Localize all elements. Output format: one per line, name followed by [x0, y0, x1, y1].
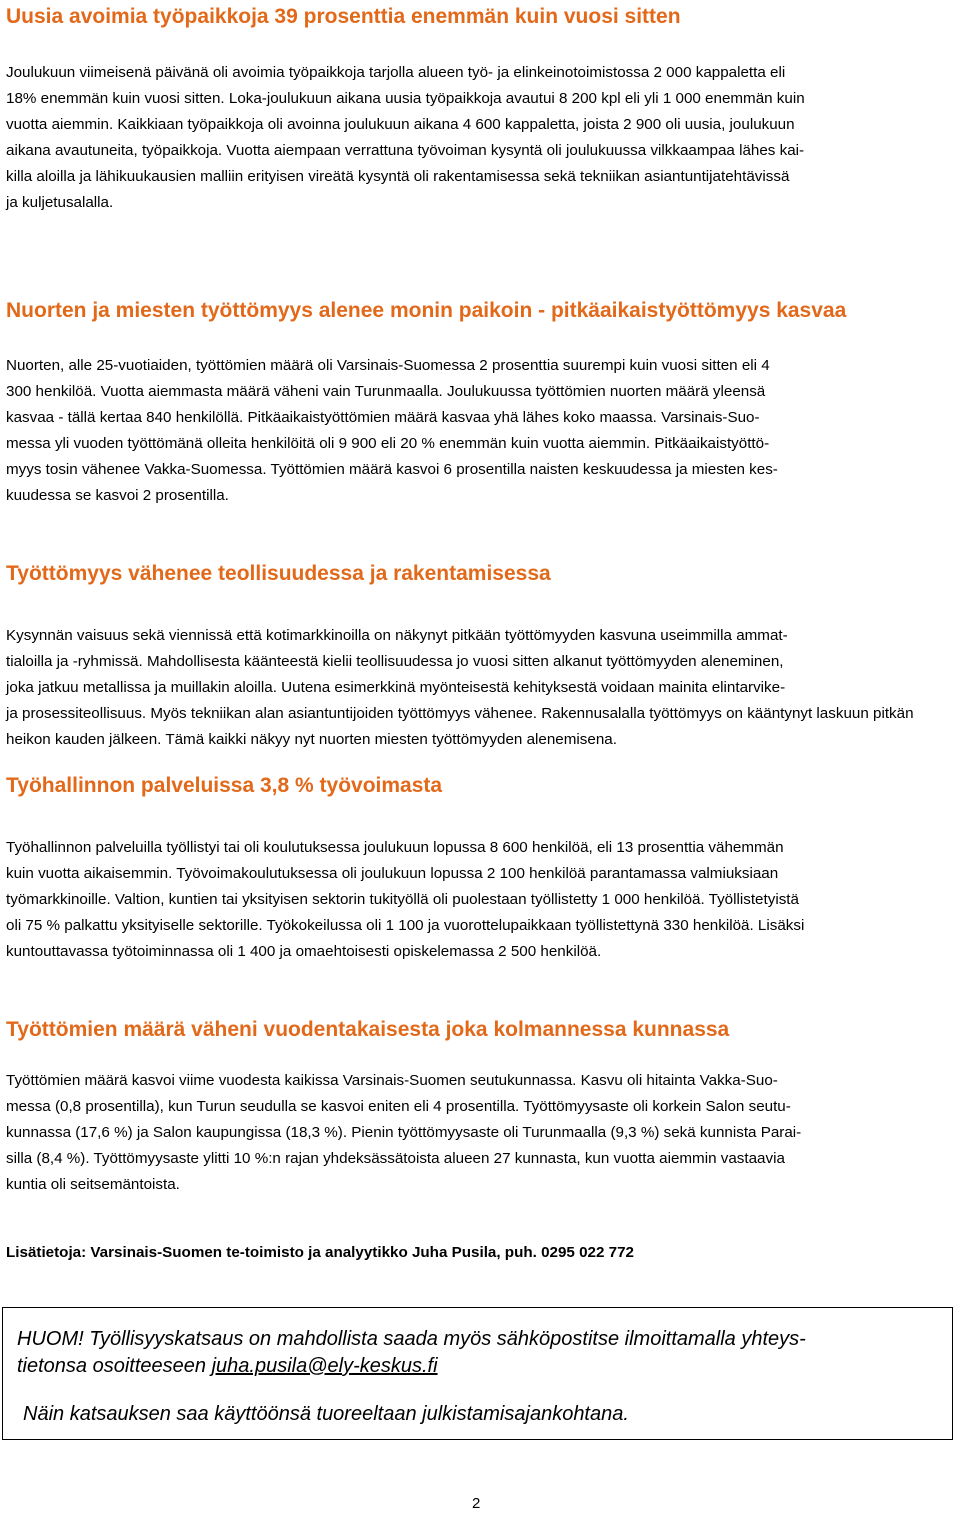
- paragraph-line: ja prosessiteollisuus. Myös tekniikan alan asiantuntijoiden työttömyys vähenee. Rakennusalalla työttömyys on kääntynyt laskuun pitkän heikon kauden jälkeen. Tämä kaikki näkyy nyt nuorten miesten työttömyyden alenemisena.: [6, 705, 914, 748]
- paragraph-line: kuntouttavassa työtoiminnassa oli 1 400 ja omaehtoisesti opiskelemassa 2 500 henkilöä.: [6, 943, 602, 960]
- paragraph-line: ja kuljetusalalla.: [6, 194, 114, 211]
- paragraph-line: Työttömien määrä kasvoi viime vuodesta kaikissa Varsinais-Suomen seutukunnassa. Kasvu oli hitainta Vakka-Suo-: [6, 1072, 778, 1089]
- section-heading-services: Työhallinnon palveluissa 3,8 % työvoimasta: [6, 774, 443, 797]
- section-paragraph-municipalities: [6, 1068, 954, 1198]
- section-paragraph-youth-unemployment: [6, 353, 954, 509]
- paragraph-line: joka jatkuu metallissa ja muillakin aloilla. Uutena esimerkkinä myönteisestä kehityksestä voidaan mainita elintarvike-: [6, 679, 786, 696]
- page-number: 2: [472, 1495, 481, 1512]
- notice-line-1: HUOM! Työllisyyskatsaus on mahdollista saada myös sähköpostitse ilmoittamalla yhteys-: [17, 1328, 806, 1350]
- paragraph-line: oli 75 % palkattu yksityiselle sektorille. Työkokeilussa oli 1 100 ja vuorottelupaikkaan työllistettynä 330 henkilöä. Lisäksi: [6, 917, 805, 934]
- section-heading-municipalities: Työttömien määrä väheni vuodentakaisesta joka kolmannessa kunnassa: [6, 1018, 730, 1041]
- paragraph-line: kunnassa (17,6 %) ja Salon kaupungissa (18,3 %). Pienin työttömyysaste oli Turunmaalla (9,3 %) sekä kunnista Parai-: [6, 1124, 802, 1141]
- paragraph-line: kuudessa se kasvoi 2 prosentilla.: [6, 487, 229, 504]
- paragraph-line: Nuorten, alle 25-vuotiaiden, työttömien määrä oli Varsinais-Suomessa 2 prosenttia suurempi kuin vuosi sitten eli 4: [6, 357, 770, 374]
- paragraph-line: kuin vuotta aikaisemmin. Työvoimakoulutuksessa oli joulukuun lopussa 2 100 henkilöä parantamassa valmiuksiaan: [6, 865, 779, 882]
- paragraph-line: kuntia oli seitsemäntoista.: [6, 1176, 180, 1193]
- paragraph-line: Kysynnän vaisuus sekä viennissä että kotimarkkinoilla on näkynyt pitkään työttömyyden kasvuna useimmilla ammat-: [6, 627, 788, 644]
- paragraph-line: työmarkkinoille. Valtion, kuntien tai yksityisen sektorin tukityöllä oli puolestaan työllistetty 1 000 henkilöä. Työllistetyistä: [6, 891, 799, 908]
- paragraph-line: myys tosin vähenee Vakka-Suomessa. Työttömien määrä kasvoi 6 prosentilla naisten keskuudessa ja miesten kes-: [6, 461, 778, 478]
- contact-info: Lisätietoja: Varsinais-Suomen te-toimisto ja analyytikko Juha Pusila, puh. 0295 022 772: [6, 1244, 634, 1261]
- paragraph-line: 18% enemmän kuin vuosi sitten. Loka-joulukuun aikana uusia työpaikkoja avautui 8 200 kpl eli yli 1 000 enemmän kuin: [6, 90, 805, 107]
- section-heading-industry: Työttömyys vähenee teollisuudessa ja rakentamisessa: [6, 562, 551, 585]
- notice-line-2-prefix: tietonsa osoitteeseen: [17, 1355, 212, 1377]
- section-heading-youth-unemployment: Nuorten ja miesten työttömyys alenee monin paikoin - pitkäaikaistyöttömyys kasvaa: [6, 299, 847, 322]
- paragraph-line: messa (0,8 prosentilla), kun Turun seudulla se kasvoi eniten eli 4 prosentilla. Työttömyysaste oli korkein Salon seutu-: [6, 1098, 791, 1115]
- paragraph-line: messa yli vuoden työttömänä olleita henkilöitä oli 9 900 eli 20 % enemmän kuin vuotta aiemmin. Pitkäaikaistyöttö-: [6, 435, 770, 452]
- paragraph-line: silla (8,4 %). Työttömyysaste ylitti 10 %:n rajan yhdeksässätoista alueen 27 kunnasta, kun vuotta aiemmin vastaavia: [6, 1150, 785, 1167]
- paragraph-line: killa aloilla ja lähikuukausien malliin erityisen vireätä kysyntä oli rakentamisessa sekä tekniikan asiantuntijatehtävissä: [6, 168, 790, 185]
- section-paragraph-new-jobs: [6, 60, 954, 216]
- paragraph-line: aikana avautuneita, työpaikkoja. Vuotta aiempaan verrattuna työvoiman kysyntä oli joulukuussa vilkkaampaa lähes kai-: [6, 142, 805, 159]
- email-link[interactable]: juha.pusila@ely-keskus.fi: [211, 1355, 438, 1377]
- paragraph-line: tialoilla ja -ryhmissä. Mahdollisesta käänteestä kielii teollisuudessa jo vuosi sitten alkanut työttömyyden aleneminen,: [6, 653, 784, 670]
- paragraph-line: kasvaa - tällä kertaa 840 henkilöllä. Pitkäaikaistyöttömien määrä kasvaa yhä lähes koko maassa. Varsinais-Suo-: [6, 409, 760, 426]
- paragraph-line: Työhallinnon palveluilla työllistyi tai oli koulutuksessa joulukuun lopussa 8 600 henkilöä, eli 13 prosenttia vähemmän: [6, 839, 784, 856]
- section-paragraph-industry: [6, 623, 954, 753]
- notice-line-3: Näin katsauksen saa käyttöönsä tuoreeltaan julkistamisajankohtana.: [23, 1403, 629, 1425]
- paragraph-line: 300 henkilöä. Vuotta aiemmasta määrä väheni vain Turunmaalla. Joulukuussa työttömien nuorten määrä yleensä: [6, 383, 766, 400]
- notice-box: [2, 1307, 953, 1440]
- section-heading-new-jobs: Uusia avoimia työpaikkoja 39 prosenttia enemmän kuin vuosi sitten: [6, 5, 681, 28]
- section-paragraph-services: [6, 835, 954, 965]
- notice-line-2: [17, 1353, 438, 1380]
- paragraph-line: Joulukuun viimeisenä päivänä oli avoimia työpaikkoja tarjolla alueen työ- ja elinkeinotoimistossa 2 000 kappaletta eli: [6, 64, 786, 81]
- paragraph-line: vuotta aiemmin. Kaikkiaan työpaikkoja oli avoinna joulukuun aikana 4 600 kappaletta, joista 2 900 oli uusia, joulukuun: [6, 116, 795, 133]
